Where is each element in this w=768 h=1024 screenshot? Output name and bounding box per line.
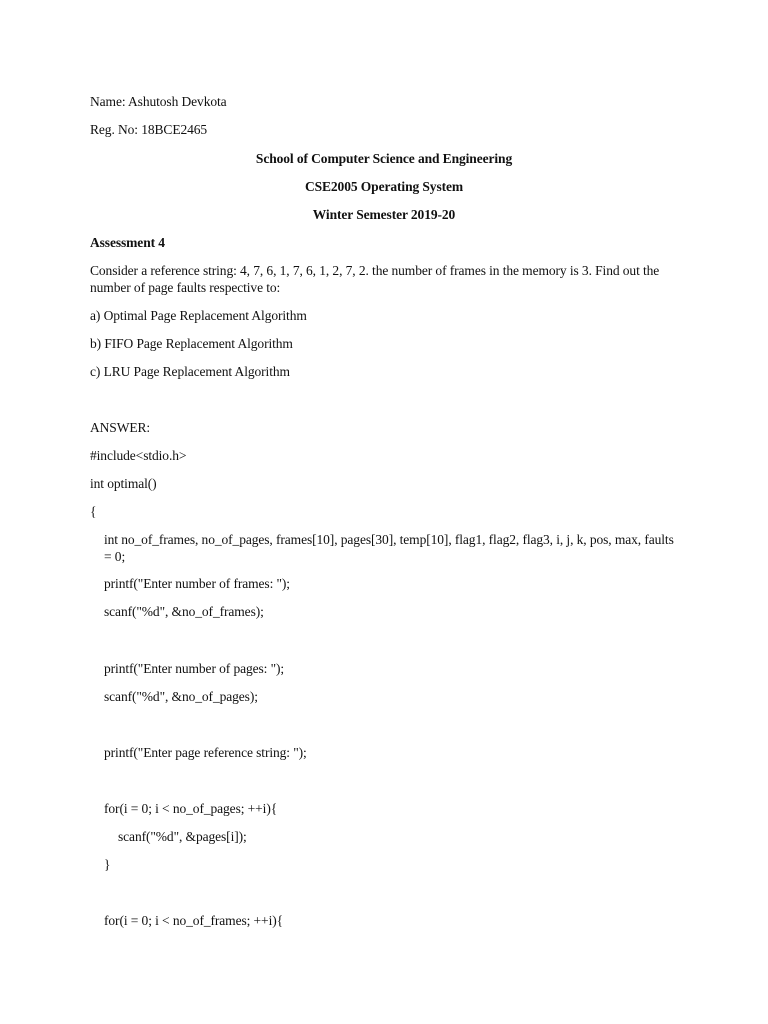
code-line: printf("Enter number of pages: "); <box>104 661 285 676</box>
student-name: Name: Ashutosh Devkota <box>90 94 227 109</box>
code-line: scanf("%d", &pages[i]); <box>118 829 247 844</box>
option-a: a) Optimal Page Replacement Algorithm <box>90 308 307 323</box>
registration-number: Reg. No: 18BCE2465 <box>90 122 208 137</box>
course-title: CSE2005 Operating System <box>304 179 464 194</box>
code-line: scanf("%d", &no_of_pages); <box>104 689 258 704</box>
code-line: } <box>104 857 111 872</box>
code-line: int no_of_frames, no_of_pages, frames[10], pages[30], temp[10], flag1, flag2, flag3, i, j, k, pos, max, faults = 0; <box>104 532 674 564</box>
code-line: printf("Enter number of frames: "); <box>104 576 290 591</box>
code-line: printf("Enter page reference string: "); <box>104 745 307 760</box>
option-c: c) LRU Page Replacement Algorithm <box>90 364 290 379</box>
code-line: { <box>90 504 97 519</box>
option-b: b) FIFO Page Replacement Algorithm <box>90 336 293 351</box>
semester-title: Winter Semester 2019-20 <box>312 207 456 222</box>
school-title: School of Computer Science and Engineering <box>255 151 513 166</box>
assessment-heading: Assessment 4 <box>90 235 165 250</box>
code-line: #include<stdio.h> <box>90 448 187 463</box>
code-line: for(i = 0; i < no_of_pages; ++i){ <box>104 801 278 816</box>
question-text: Consider a reference string: 4, 7, 6, 1, 7, 6, 1, 2, 7, 2. the number of frames in the memory is 3. Find out the number of page faults respective to: <box>90 263 660 295</box>
code-line: for(i = 0; i < no_of_frames; ++i){ <box>104 913 283 928</box>
code-line: scanf("%d", &no_of_frames); <box>104 604 264 619</box>
code-line: int optimal() <box>90 476 157 491</box>
answer-label: ANSWER: <box>90 420 151 435</box>
